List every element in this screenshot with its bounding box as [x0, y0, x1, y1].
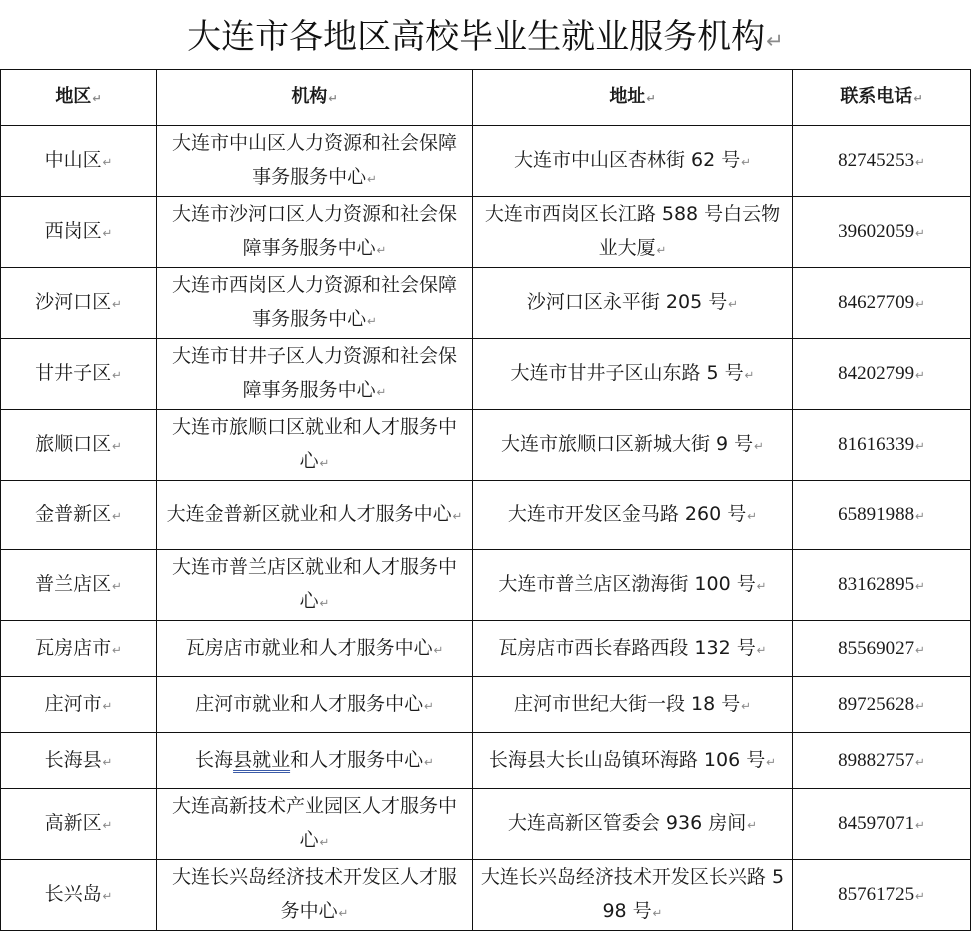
table-row: [1, 677, 971, 733]
paragraph-mark-icon: ↵: [747, 509, 758, 523]
paragraph-mark-icon: ↵: [112, 509, 122, 523]
cell-address: [473, 621, 793, 677]
cell-institution: [157, 550, 473, 621]
cell-institution: [157, 410, 473, 481]
paragraph-mark-icon: ↵: [915, 368, 925, 382]
cell-address: [473, 550, 793, 621]
agency-table: [0, 69, 971, 931]
table-row: [1, 481, 971, 550]
header-region-label: 地区: [55, 85, 92, 107]
address-text: 大连市西岗区长江路 588 号白云物业大厦: [484, 203, 781, 259]
table-header-row: [1, 70, 971, 126]
paragraph-mark-icon: ↵: [728, 297, 739, 311]
paragraph-mark-icon: ↵: [741, 155, 752, 169]
paragraph-mark-icon: ↵: [424, 754, 434, 769]
institution-text: 大连市中山区人力资源和社会保障事务服务中心: [171, 132, 457, 188]
paragraph-mark-icon: ↵: [915, 754, 925, 769]
paragraph-mark-icon: ↵: [915, 226, 925, 240]
institution-text: 大连市旅顺口区就业和人才服务中心: [171, 416, 457, 472]
address-text: 大连市甘井子区山东路 5 号: [510, 362, 744, 384]
paragraph-mark-icon: ↵: [376, 243, 387, 257]
paragraph-mark-icon: ↵: [766, 28, 784, 53]
cell-phone: [793, 410, 971, 481]
cell-region: [1, 339, 157, 410]
phone-text: 85761725: [838, 884, 915, 905]
paragraph-mark-icon: ↵: [338, 906, 349, 920]
paragraph-mark-icon: ↵: [915, 889, 925, 903]
table-row: [1, 860, 971, 931]
cell-phone: [793, 733, 971, 789]
cell-phone: [793, 197, 971, 268]
cell-phone: [793, 677, 971, 733]
cell-address: [473, 126, 793, 197]
paragraph-mark-icon: ↵: [915, 297, 925, 311]
cell-region: [1, 268, 157, 339]
document-title: [0, 14, 971, 64]
region-text: 瓦房店市: [35, 636, 112, 659]
cell-institution: [157, 126, 473, 197]
paragraph-mark-icon: ↵: [754, 439, 765, 453]
paragraph-mark-icon: ↵: [319, 835, 330, 849]
cell-address: [473, 860, 793, 931]
paragraph-mark-icon: ↵: [756, 579, 767, 593]
institution-text: 和人才服务中心: [290, 748, 424, 771]
cell-institution: [157, 339, 473, 410]
cell-institution: [157, 268, 473, 339]
cell-region: [1, 410, 157, 481]
region-text: 长兴岛: [44, 883, 102, 905]
header-phone-label: 联系电话: [840, 85, 913, 107]
region-text: 甘井子区: [35, 362, 112, 384]
region-text: 高新区: [44, 812, 102, 834]
paragraph-mark-icon: ↵: [915, 439, 925, 453]
paragraph-mark-icon: ↵: [652, 906, 663, 920]
paragraph-mark-icon: ↵: [102, 698, 113, 713]
cell-region: [1, 789, 157, 860]
paragraph-mark-icon: ↵: [328, 91, 338, 105]
table-row: [1, 410, 971, 481]
phone-text: 83162895: [838, 574, 915, 595]
header-address: [473, 70, 793, 126]
cell-address: [473, 481, 793, 550]
paragraph-mark-icon: ↵: [112, 439, 122, 453]
paragraph-mark-icon: ↵: [433, 642, 444, 657]
cell-region: [1, 860, 157, 931]
table-row: [1, 733, 971, 789]
address-text: 长海县大长山岛镇环海路 106 号: [488, 748, 766, 771]
paragraph-mark-icon: ↵: [766, 754, 777, 769]
address-text: 大连市普兰店区渤海街 100 号: [498, 573, 756, 595]
address-text: 庄河市世纪大街一段 18 号: [513, 692, 741, 715]
phone-text: 84597071: [838, 813, 915, 834]
paragraph-mark-icon: ↵: [915, 698, 925, 713]
paragraph-mark-icon: ↵: [376, 385, 387, 399]
institution-text: 大连长兴岛经济技术开发区人才服务中心: [171, 866, 457, 922]
cell-region: [1, 733, 157, 789]
paragraph-mark-icon: ↵: [367, 172, 377, 186]
cell-phone: [793, 126, 971, 197]
paragraph-mark-icon: ↵: [112, 642, 122, 657]
cell-address: [473, 268, 793, 339]
paragraph-mark-icon: ↵: [756, 642, 767, 657]
paragraph-mark-icon: ↵: [915, 818, 925, 832]
region-text: 旅顺口区: [35, 433, 112, 455]
paragraph-mark-icon: ↵: [747, 818, 758, 832]
cell-institution: [157, 677, 473, 733]
paragraph-mark-icon: ↵: [915, 642, 925, 657]
cell-institution: [157, 860, 473, 931]
paragraph-mark-icon: ↵: [319, 456, 330, 470]
paragraph-mark-icon: ↵: [646, 91, 656, 105]
cell-institution: [157, 621, 473, 677]
paragraph-mark-icon: ↵: [102, 226, 113, 240]
institution-text: 长海: [195, 748, 234, 771]
address-text: 瓦房店市西长春路西段 132 号: [498, 636, 756, 659]
header-institution-label: 机构: [291, 85, 328, 107]
paragraph-mark-icon: ↵: [367, 314, 377, 328]
region-text: 金普新区: [35, 503, 112, 525]
cell-address: [473, 410, 793, 481]
cell-phone: [793, 481, 971, 550]
paragraph-mark-icon: ↵: [915, 509, 925, 523]
paragraph-mark-icon: ↵: [102, 754, 113, 769]
address-text: 大连长兴岛经济技术开发区长兴路 598 号: [480, 866, 785, 922]
table-row: [1, 621, 971, 677]
region-text: 普兰店区: [35, 573, 112, 595]
table-row: [1, 197, 971, 268]
address-text: 沙河口区永平街 205 号: [526, 291, 728, 313]
institution-text: 大连高新技术产业园区人才服务中心: [171, 795, 457, 851]
paragraph-mark-icon: ↵: [102, 889, 113, 903]
table-row: [1, 126, 971, 197]
phone-text: 81616339: [838, 434, 915, 455]
phone-text: 39602059: [838, 221, 915, 242]
cell-address: [473, 733, 793, 789]
institution-text: 庄河市就业和人才服务中心: [195, 692, 424, 715]
address-text: 大连市旅顺口区新城大街 9 号: [500, 433, 754, 455]
region-text: 长海县: [44, 748, 102, 771]
cell-region: [1, 621, 157, 677]
paragraph-mark-icon: ↵: [112, 579, 122, 593]
address-text: 大连市中山区杏林街 62 号: [513, 149, 741, 171]
table-row: [1, 268, 971, 339]
header-phone: [793, 70, 971, 126]
institution-text: 大连市普兰店区就业和人才服务中心: [171, 556, 457, 612]
cell-address: [473, 197, 793, 268]
cell-institution: [157, 197, 473, 268]
cell-phone: [793, 339, 971, 410]
address-text: 大连高新区管委会 936 房间: [507, 812, 747, 834]
header-address-label: 地址: [609, 85, 646, 107]
table-row: [1, 789, 971, 860]
paragraph-mark-icon: ↵: [112, 368, 122, 382]
paragraph-mark-icon: ↵: [915, 579, 925, 593]
paragraph-mark-icon: ↵: [102, 155, 113, 169]
address-text: 大连市开发区金马路 260 号: [507, 503, 747, 525]
cell-institution: [157, 733, 473, 789]
institution-text: 大连市西岗区人力资源和社会保障事务服务中心: [171, 274, 457, 330]
paragraph-mark-icon: ↵: [102, 818, 113, 832]
header-institution: [157, 70, 473, 126]
phone-text: 85569027: [838, 637, 915, 659]
header-region: [1, 70, 157, 126]
cell-address: [473, 339, 793, 410]
institution-text: 大连市甘井子区人力资源和社会保障事务服务中心: [171, 345, 457, 401]
region-text: 沙河口区: [35, 291, 112, 313]
paragraph-mark-icon: ↵: [452, 509, 463, 523]
paragraph-mark-icon: ↵: [424, 698, 434, 713]
institution-text: 大连金普新区就业和人才服务中心: [166, 503, 452, 525]
cell-region: [1, 126, 157, 197]
paragraph-mark-icon: ↵: [92, 91, 102, 105]
paragraph-mark-icon: ↵: [319, 596, 330, 610]
phone-text: 65891988: [838, 504, 915, 525]
institution-text: 瓦房店市就业和人才服务中心: [185, 636, 433, 659]
table-row: [1, 339, 971, 410]
cell-address: [473, 789, 793, 860]
paragraph-mark-icon: ↵: [112, 297, 122, 311]
cell-phone: [793, 789, 971, 860]
cell-region: [1, 550, 157, 621]
phone-text: 89725628: [838, 693, 915, 715]
cell-phone: [793, 621, 971, 677]
phone-text: 84202799: [838, 363, 915, 384]
phone-text: 89882757: [838, 749, 915, 771]
cell-address: [473, 677, 793, 733]
institution-text: 大连市沙河口区人力资源和社会保障事务服务中心: [171, 203, 457, 259]
region-text: 庄河市: [44, 692, 102, 715]
paragraph-mark-icon: ↵: [741, 698, 752, 713]
region-text: 西岗区: [44, 220, 102, 242]
paragraph-mark-icon: ↵: [915, 155, 925, 169]
cell-phone: [793, 860, 971, 931]
phone-text: 84627709: [838, 292, 915, 313]
cell-institution: [157, 789, 473, 860]
table-row: [1, 550, 971, 621]
paragraph-mark-icon: ↵: [913, 91, 923, 105]
grammar-check-underline[interactable]: 县就业: [233, 748, 291, 771]
cell-region: [1, 677, 157, 733]
cell-phone: [793, 268, 971, 339]
phone-text: 82745253: [838, 150, 915, 171]
cell-region: [1, 481, 157, 550]
cell-institution: [157, 481, 473, 550]
cell-region: [1, 197, 157, 268]
paragraph-mark-icon: ↵: [656, 243, 667, 257]
document-title-text: 大连市各地区高校毕业生就业服务机构: [187, 17, 766, 57]
paragraph-mark-icon: ↵: [744, 368, 755, 382]
region-text: 中山区: [44, 149, 102, 171]
cell-phone: [793, 550, 971, 621]
